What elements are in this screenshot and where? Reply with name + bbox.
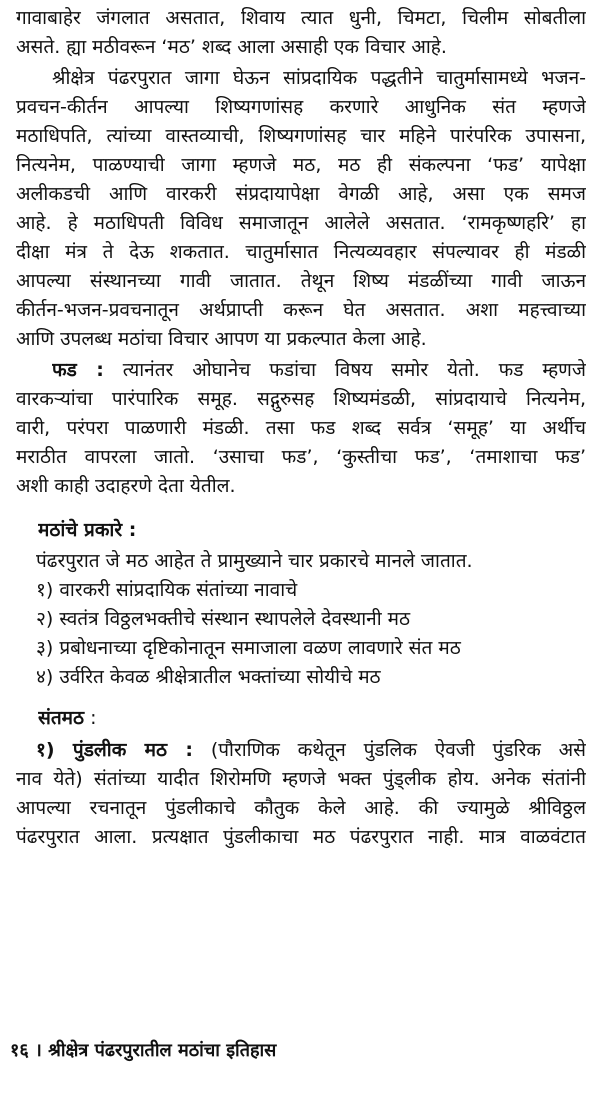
text-line: प्रवचन-कीर्तन आपल्या शिष्यगणांसह करणारे आधुनिक संत म्हणजे bbox=[16, 96, 586, 118]
text-line: आपल्या रचनातून पुंडलीकाचे कौतुक केले आहे. की ज्यामुळे श्रीविठ्ठल bbox=[16, 797, 586, 819]
text-line: वारकऱ्यांचा पारंपारिक समूह. सद्गुरुसह शिष्यमंडळी, सांप्रदायाचे नित्यनेम, bbox=[16, 388, 586, 410]
phad-term: फड : bbox=[52, 359, 104, 381]
page-footer: १६ । श्रीक्षेत्र पंढरपुरातील मठांचा इतिहास bbox=[10, 1040, 277, 1061]
text-line: आपल्या संस्थानच्या गावी जातात. तेथून शिष्य मंडळींच्या गावी जाऊन bbox=[16, 270, 586, 292]
text-line: नाव येते) संतांच्या यादीत शिरोमणि म्हणजे भक्त पुंड्लीक होय. अनेक संतांनी bbox=[16, 768, 586, 790]
text-line: आहे. हे मठाधिपती विविध समाजातून आलेले असतात. ‘रामकृष्णहरि’ हा bbox=[16, 212, 586, 234]
pundalik-line bbox=[36, 736, 586, 764]
text-line: मराठीत वापरला जातो. ‘उसाचा फड’, ‘कुस्तीचा फड’, ‘तमाशाचा फड’ bbox=[16, 446, 586, 468]
list-item: १) वारकरी सांप्रदायिक संतांच्या नावाचे bbox=[36, 579, 298, 601]
pundalik-term: १) पुंडलीक मठ : bbox=[36, 739, 194, 761]
list-item: ३) प्रबोधनाच्या दृष्टिकोनातून समाजाला वळण लावणारे संत मठ bbox=[36, 637, 461, 659]
text-line: श्रीक्षेत्र पंढरपुरात जागा घेऊन सांप्रदायिक पद्धतीने चातुर्मासामध्ये भजन- bbox=[52, 67, 586, 89]
phad-line bbox=[52, 356, 586, 384]
text-line: दीक्षा मंत्र ते देऊ शकतात. चातुर्मासात नित्यव्यवहार संपल्यावर ही मंडळी bbox=[16, 241, 586, 263]
list-item: २) स्वतंत्र विठ्ठलभक्तीचे संस्थान स्थापलेले देवस्थानी मठ bbox=[36, 608, 411, 630]
phad-text: त्यानंतर ओघानेच फडांचा विषय समोर येतो. फड म्हणजे bbox=[122, 359, 586, 381]
text-line: अलीकडची आणि वारकरी संप्रदायापेक्षा वेगळी आहे, असा एक समज bbox=[16, 183, 586, 205]
text-line: नित्यनेम, पाळण्याची जागा म्हणजे मठ, मठ ही संकल्पना ‘फड’ यापेक्षा bbox=[16, 154, 586, 176]
text-line: अशी काही उदाहरणे देता येतील. bbox=[16, 475, 236, 497]
text-line: मठाधिपति, त्यांच्या वास्तव्याची, शिष्यगणांसह चार महिने पारंपरिक उपासना, bbox=[16, 125, 586, 147]
text-line: पंढरपुरात आला. प्रत्यक्षात पुंडलीकाचा मठ पंढरपुरात नाही. मात्र वाळवंटात bbox=[16, 826, 586, 848]
text-line: गावाबाहेर जंगलात असतात, शिवाय त्यात धुनी, चिमटा, चिलीम सोबतीला bbox=[16, 7, 586, 29]
text-line: वारी, परंपरा पाळणारी मंडळी. तसा फड शब्द सर्वत्र ‘समूह’ या अर्थीच bbox=[16, 417, 586, 439]
santmath-colon: : bbox=[90, 707, 97, 729]
list-item: ४) उर्वरित केवळ श्रीक्षेत्रातील भक्तांच्या सोयीचे मठ bbox=[36, 666, 381, 688]
santmath-heading: संतमठ bbox=[38, 707, 85, 729]
subsection-heading bbox=[38, 704, 600, 732]
text-line: कीर्तन-भजन-प्रवचनातून अर्थप्राप्ती करून घेत असतात. अशा महत्त्वाच्या bbox=[16, 299, 586, 321]
text-line: असते. ह्या मठीवरून ‘मठ’ शब्द आला असाही एक विचार आहे. bbox=[16, 36, 447, 58]
section-heading: मठांचे प्रकारे : bbox=[38, 519, 137, 541]
text-line: आणि उपलब्ध मठांचा विचार आपण या प्रकल्पात केला आहे. bbox=[16, 328, 427, 350]
text-line: पंढरपुरात जे मठ आहेत ते प्रामुख्याने चार प्रकारचे मानले जातात. bbox=[36, 550, 473, 572]
pundalik-text: (पौराणिक कथेतून पुंडलिक ऐवजी पुंडरिक असे bbox=[210, 739, 586, 761]
